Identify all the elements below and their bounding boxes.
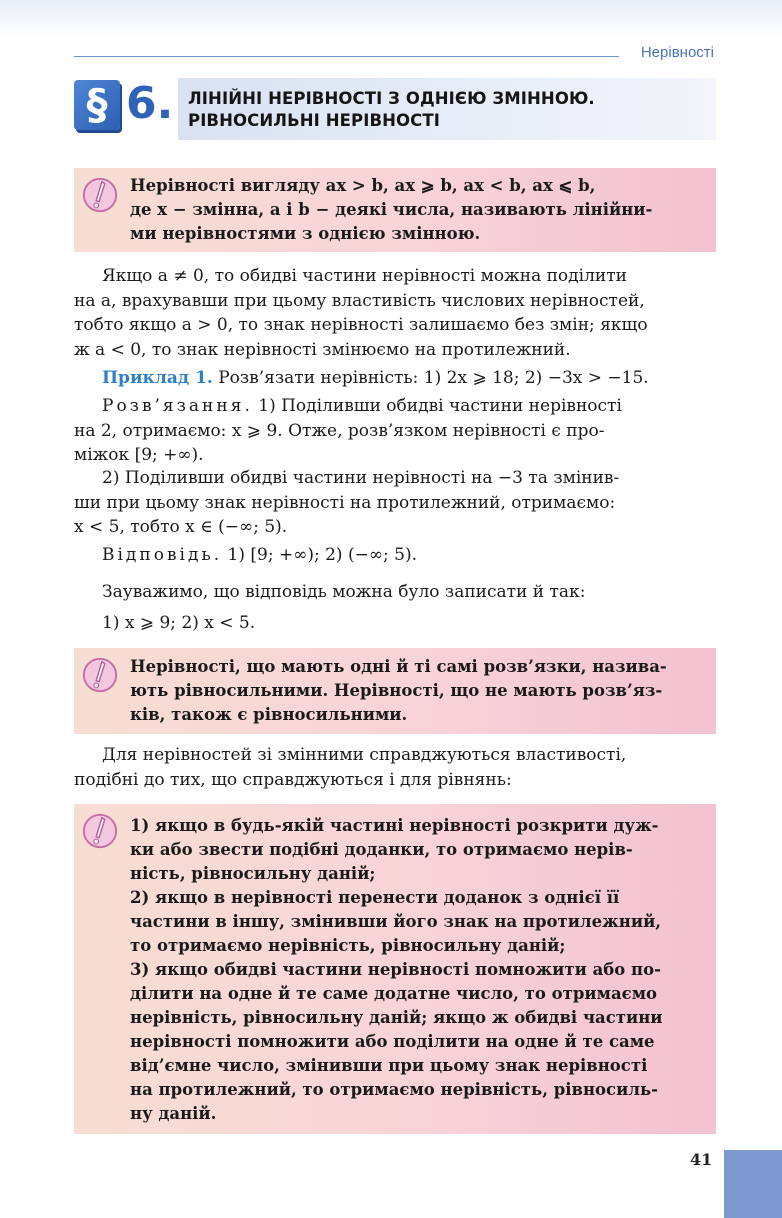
solution-label: Розв’язання. (102, 396, 253, 416)
box-line: нерівності помножити або поділити на одне й те саме (130, 1032, 655, 1051)
definition-box (74, 168, 716, 252)
box-line: то отримаємо нерівність, рівносильну даній; (130, 936, 566, 955)
text-line: Зауважимо, що відповідь можна було записати й так: (102, 582, 586, 602)
exclamation-icon (81, 176, 119, 214)
text-line: на a, врахувавши при цьому властивість числових нерівностей, (74, 290, 645, 311)
box-line: ють рівносильними. Нерівності, що не мають розв’яз- (130, 681, 663, 700)
text-line: ши при цьому знак нерівності на протилежний, отримаємо: (74, 492, 616, 513)
box-line: ділити на одне й те саме додатне число, то отримаємо (130, 984, 658, 1003)
box-line: на протилежний, то отримаємо нерівність, рівносиль- (130, 1080, 659, 1099)
answer (74, 543, 716, 568)
paragraph (74, 264, 716, 362)
header-rule (74, 56, 619, 57)
text-line: x < 5, тобто x ∈ (−∞; 5). (74, 517, 288, 537)
box-line: ну даній. (130, 1104, 217, 1123)
page-title (188, 88, 708, 132)
text-line: тобто якщо a > 0, то знак нерівності залишаємо без змін; якщо (74, 315, 648, 335)
box-line: ми нерівностями з однією змінною. (130, 224, 481, 243)
example-label: Приклад 1. (102, 368, 213, 388)
title-line: РІВНОСИЛЬНІ НЕРІВНОСТІ (188, 111, 440, 130)
box-line: ків, також є рівносильними. (130, 705, 408, 724)
text-line: Для нерівностей зі змінними справджуються властивості, (102, 745, 627, 765)
corner-tab (724, 1150, 782, 1218)
definition-box (74, 648, 716, 734)
box-line: 3) якщо обидві частини нерівності помножити або по- (130, 960, 661, 979)
exclamation-icon (81, 656, 119, 694)
answer-label: Відповідь. (102, 545, 223, 565)
section-tag: Нерівності (640, 44, 714, 61)
box-line: нерівність, рівносильну даній; якщо ж обидві частини (130, 1008, 663, 1027)
box-line: 2) якщо в нерівності перенести доданок з однієї її (130, 888, 620, 907)
text-line: міжок [9; +∞). (74, 445, 204, 465)
box-line: 1) якщо в будь-якій частині нерівності розкрити дуж- (130, 816, 659, 835)
note (74, 580, 716, 635)
answer-text: 1) [9; +∞); 2) (−∞; 5). (222, 545, 417, 565)
box-line: від’ємне число, змінивши при цьому знак нерівності (130, 1056, 648, 1075)
box-line: ність, рівносильну даній; (130, 864, 376, 883)
page-number: 41 (690, 1150, 713, 1169)
box-line: ки або звести подібні доданки, то отримаємо нерів- (130, 840, 633, 859)
solution-part-2 (74, 466, 716, 540)
top-gradient-band (0, 0, 782, 36)
text-line: подібні до тих, що справджуються і для рівнянь: (74, 769, 512, 790)
box-line: частини в іншу, змінивши його знак на протилежний, (130, 912, 662, 931)
title-line: ЛІНІЙНІ НЕРІВНОСТІ З ОДНІЄЮ ЗМІННОЮ. (188, 89, 595, 108)
box-line: Нерівності вигляду ax > b, ax ⩾ b, ax < b, ax ⩽ b, (130, 176, 596, 195)
example (74, 366, 716, 391)
box-line: де x − змінна, a і b − деякі числа, називають лінійни- (130, 200, 653, 219)
text-line: на 2, отримаємо: x ⩾ 9. Отже, розв’язком нерівності є про- (74, 420, 605, 441)
properties-box (74, 804, 716, 1134)
section-number: 6. (126, 78, 174, 129)
box-line: Нерівності, що мають одні й ті самі розв’язки, назива- (130, 657, 667, 676)
section-symbol-icon: § (74, 80, 120, 130)
text-line: ж a < 0, то знак нерівності змінюємо на протилежний. (74, 339, 571, 360)
text-line: Якщо a ≠ 0, то обидві частини нерівності можна поділити (102, 266, 627, 286)
solution (74, 394, 716, 468)
text-line: 2) Поділивши обидві частини нерівності на −3 та змінив- (102, 468, 620, 488)
example-statement: Розв’язати нерівність: 1) 2x ⩾ 18; 2) −3x > −15. (212, 368, 649, 388)
paragraph (74, 743, 716, 792)
exclamation-icon (81, 812, 119, 850)
text-line: 1) x ⩾ 9; 2) x < 5. (102, 612, 256, 633)
text-line: 1) Поділивши обидві частини нерівності (252, 396, 622, 416)
